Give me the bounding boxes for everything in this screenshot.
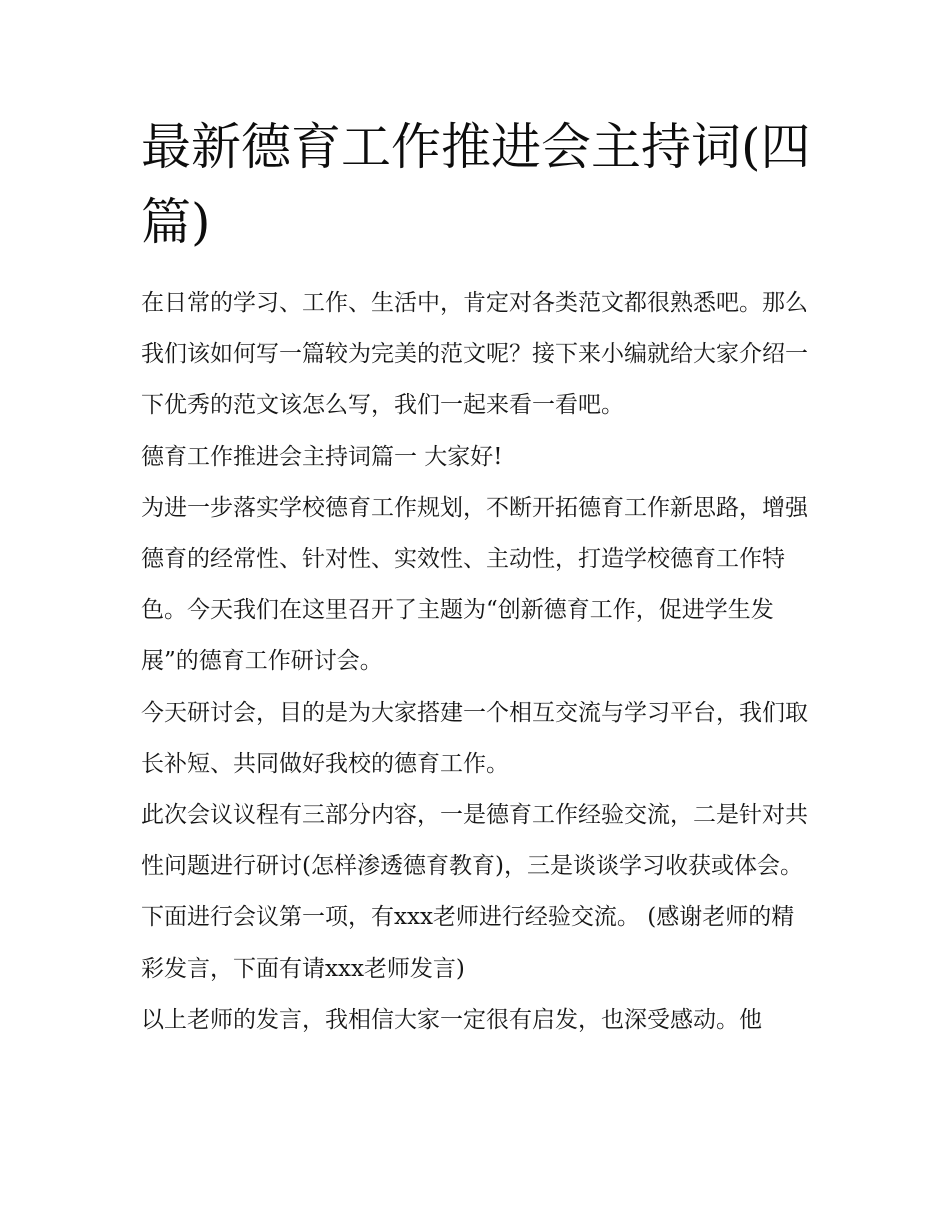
paragraph-goal: 今天研讨会，目的是为大家搭建一个相互交流与学习平台，我们取长补短、共同做好我校的德育工作。 <box>141 699 808 777</box>
paragraph-first-item: 下面进行会议第一项，有xxx老师进行经验交流。 (感谢老师的精彩发言，下面有请xxx老师发言) <box>141 904 795 982</box>
document-title: 最新德育工作推进会主持词(四篇) <box>141 118 811 251</box>
paragraph-intro: 在日常的学习、工作、生活中，肯定对各类范文都很熟悉吧。那么我们该如何写一篇较为完美的范文呢？接下来小编就给大家介绍一下优秀的范文该怎么写，我们一起来看一看吧。 <box>141 290 808 419</box>
document-body <box>141 278 815 1046</box>
paragraph-agenda: 此次会议议程有三部分内容，一是德育工作经验交流，二是针对共性问题进行研讨(怎样渗透德育教育)，三是谈谈学习收获或体会。 <box>141 802 808 880</box>
paragraph-purpose: 为进一步落实学校德育工作规划，不断开拓德育工作新思路，增强德育的经常性、针对性、实效性、主动性，打造学校德育工作特色。今天我们在这里召开了主题为“创新德育工作，促进学生发展”的德育工作研讨会。 <box>141 494 808 675</box>
paragraph-section-heading: 德育工作推进会主持词篇一 大家好! <box>141 443 503 470</box>
paragraph-closing: 以上老师的发言，我相信大家一定很有启发，也深受感动。他 <box>141 1006 762 1033</box>
